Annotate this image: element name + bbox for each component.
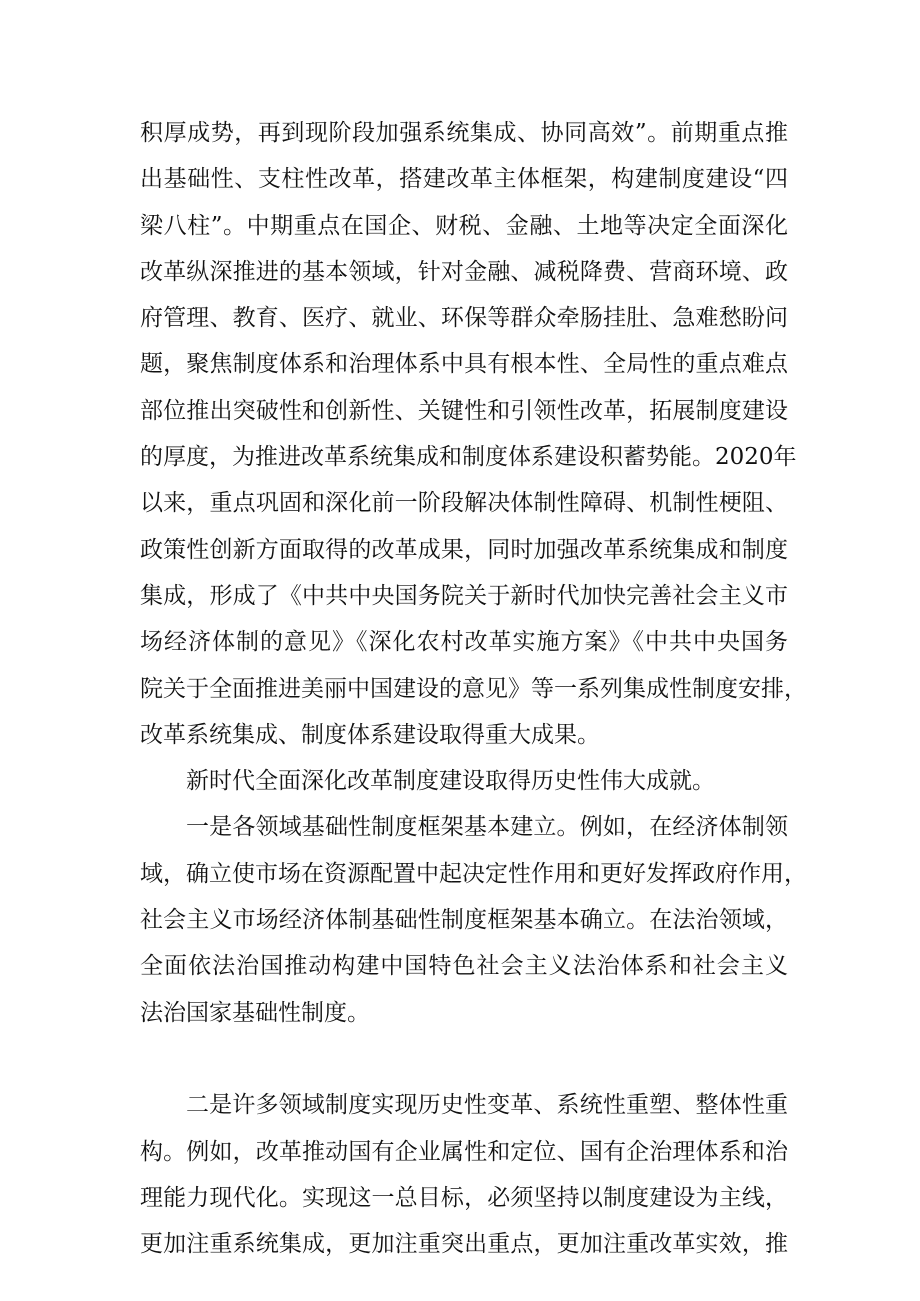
text-line: 改革系统集成、制度体系建设取得重大成果。: [140, 721, 600, 748]
text-line: 理能力现代化。实现这一总目标，必须坚持以制度建设为主线，: [140, 1184, 788, 1211]
text-line: 集成，形成了《中共中央国务院关于新时代加快完善社会主义市: [140, 582, 788, 609]
text-line: 府管理、教育、医疗、就业、环保等群众牵肠挂肚、急难愁盼问: [140, 305, 788, 332]
text-line: 一是各领域基础性制度框架基本建立。例如，在经济体制领: [186, 814, 788, 841]
text-line: 全面依法治国推动构建中国特色社会主义法治体系和社会主义: [140, 953, 788, 980]
text-line: 社会主义市场经济体制基础性制度框架基本确立。在法治领域，: [140, 907, 788, 934]
text-line: 题，聚焦制度体系和治理体系中具有根本性、全局性的重点难点: [140, 351, 788, 378]
text-line: 院关于全面推进美丽中国建设的意见》等一系列集成性制度安排，: [140, 675, 807, 702]
text-line: 出基础性、支柱性改革，搭建改革主体框架，构建制度建设“四: [140, 166, 788, 193]
text-line: 梁八柱”。中期重点在国企、财税、金融、土地等决定全面深化: [140, 212, 788, 239]
text-line: 的厚度，为推进改革系统集成和制度体系建设积蓄势能。2020年: [140, 444, 797, 471]
text-line: 改革纵深推进的基本领域，针对金融、减税降费、营商环境、政: [140, 258, 788, 285]
text-line: [140, 1036, 788, 1082]
text-line: 新时代全面深化改革制度建设取得历史性伟大成就。: [186, 768, 715, 795]
text-line: 二是许多领域制度实现历史性变革、系统性重塑、整体性重: [186, 1092, 788, 1119]
text-line: 部位推出突破性和创新性、关键性和引领性改革，拓展制度建设: [140, 397, 788, 424]
text-line: 以来，重点巩固和深化前一阶段解决体制性障碍、机制性梗阻、: [140, 490, 788, 517]
text-line: 政策性创新方面取得的改革成果，同时加强改革系统集成和制度: [140, 536, 788, 563]
text-line: 场经济体制的意见》《深化农村改革实施方案》《中共中央国务: [140, 629, 788, 656]
text-line: 域，确立使市场在资源配置中起决定性作用和更好发挥政府作用，: [140, 860, 807, 887]
text-line: 法治国家基础性制度。: [140, 999, 370, 1026]
text-line: 构。例如，改革推动国有企业属性和定位、国有企治理体系和治: [140, 1138, 788, 1165]
document-body: [140, 110, 807, 1267]
text-line: 积厚成势，再到现阶段加强系统集成、协同高效”。前期重点推: [140, 120, 788, 146]
text-line: 更加注重系统集成，更加注重突出重点，更加注重改革实效，推: [140, 1231, 788, 1258]
